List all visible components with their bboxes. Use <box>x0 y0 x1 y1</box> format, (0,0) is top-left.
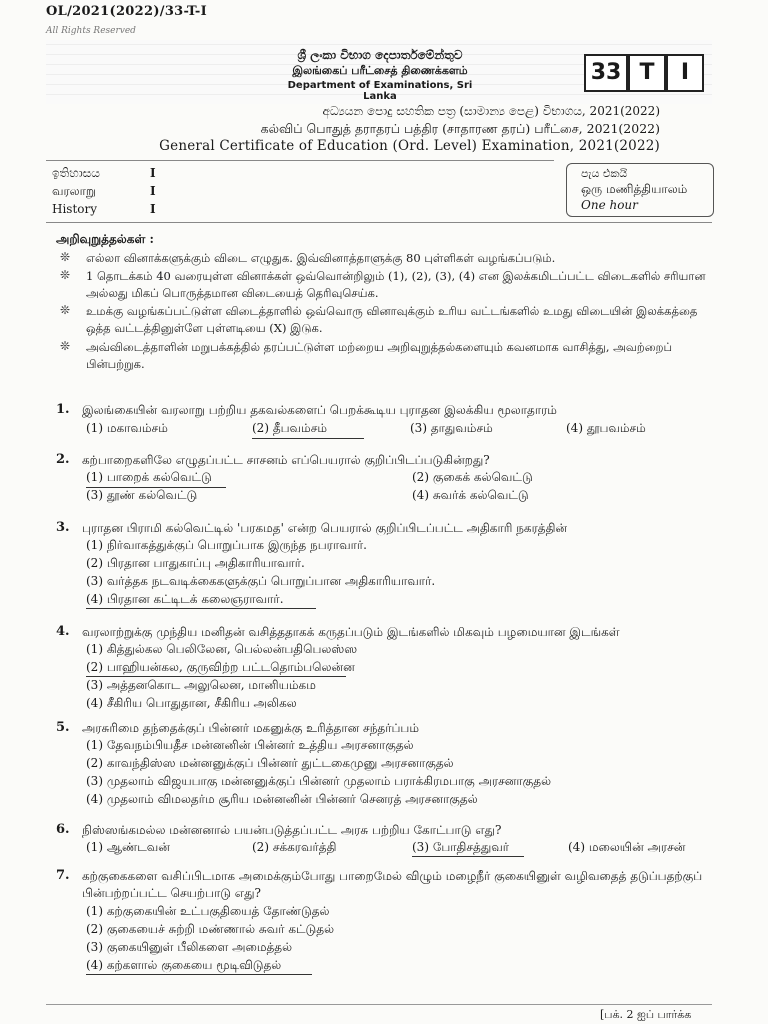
exam-title-block <box>46 104 712 156</box>
department-name-tamil: இலங்கைப் பரீட்சைத் திணைக்களம் <box>292 64 468 77</box>
question-stem: இலங்கையின் வரலாறு பற்றிய தகவல்களைப் பெறக்கூடிய புராதன இலக்கிய மூலாதாரம் <box>82 403 557 417</box>
answer-option: (2) காவந்திஸ்ஸ மன்னனுக்குப் பின்னர் துட்டகைமுனு அரசனாகுதல் <box>86 756 454 770</box>
instructions-heading: அறிவுறுத்தல்கள் : <box>56 232 154 246</box>
subject-paper-number: I <box>150 166 156 180</box>
answer-option: (4) கற்களால் குகையை மூடிவிடுதல் <box>86 958 282 972</box>
exam-title-tamil: கல்விப் பொதுத் தராதரப் பத்திர (சாதாரண தரப்) பரீட்சை, 2021(2022) <box>260 121 660 136</box>
answer-option: (3) குகையினுள் பீலிகளை அமைத்தல் <box>86 940 293 954</box>
duration-english: One hour <box>581 198 638 212</box>
question-number: 4. <box>56 624 70 639</box>
answer-option: (1) மகாவம்சம் <box>86 421 168 435</box>
subject-rule <box>46 160 554 161</box>
instructions-rule <box>46 222 712 223</box>
question-number: 1. <box>56 402 70 417</box>
question-stem: கற்குகைகளை வசிப்பிடமாக அமைக்கும்போது பாறைமேல் விழும் மழைநீர் குகையினுள் வழிவதைத் தடுப்பதற்குப் பின்பற்றப்பட்ட செயற்பாடு எது? <box>82 869 703 900</box>
question-stem: கற்பாறைகளிலே எழுதப்பட்ட சாசனம் எப்பெயரால் குறிப்பிடப்படுகின்றது? <box>82 453 490 467</box>
question-number: 5. <box>56 720 70 735</box>
paper-code-box: I <box>666 54 704 92</box>
question-number: 7. <box>56 868 70 883</box>
duration-sinhala: පැය එකයි <box>581 167 628 180</box>
footer-rule <box>46 1004 712 1005</box>
subject-paper-number: I <box>150 184 156 198</box>
department-name-english: Department of Examinations, Sri Lanka <box>287 80 473 102</box>
subject-paper-number: I <box>150 202 156 216</box>
question-number: 3. <box>56 520 70 535</box>
subject-code-box: 33 <box>584 54 628 92</box>
pen-underline-mark <box>86 608 316 609</box>
answer-option: (2) தீபவம்சம் <box>252 421 327 435</box>
answer-option: (2) குகைக் கல்வெட்டு <box>412 470 533 484</box>
answer-option: (3) முதலாம் விஜயபாகு மன்னனுக்குப் பின்னர் முதலாம் பராக்கிரமபாகு அரசனாகுதல் <box>86 774 552 788</box>
pen-underline-mark <box>252 438 364 439</box>
paper-code: OL/2021(2022)/33-T-I <box>46 4 207 19</box>
answer-option: (1) கற்குகையின் உட்பகுதியைத் தோண்டுதல் <box>86 904 330 918</box>
answer-option: (2) பாஹியன்கல, குருவிற்ற பட்டதொம்பலென்ன <box>86 660 355 674</box>
question-stem: நிஸ்ஸங்கமல்ல மன்னனால் பயன்படுத்தப்பட்ட அரசு பற்றிய கோட்பாடு எது? <box>82 823 502 837</box>
answer-option: (4) மலையின் அரசன் <box>568 840 686 854</box>
instruction-item: அவ்விடைத்தாளின் மறுபக்கத்தில் தரப்பட்டுள்ள மற்றைய அறிவுறுத்தல்களையும் கவனமாக வாசித்து, அவற்றைப் பின்பற்றுக. <box>86 340 673 371</box>
answer-option: (4) தூபவம்சம் <box>566 421 646 435</box>
pen-underline-mark <box>86 676 346 677</box>
answer-option: (4) பிரதான கட்டிடக் கலைஞராவார். <box>86 592 284 606</box>
department-name-sinhala: ශ්‍රී ලංකා විභාග දෙපාර්තමේන්තුව <box>297 48 463 62</box>
answer-option: (4) சீகிரிய பொதுதான, சீகிரிய அலிகல <box>86 696 297 710</box>
answer-option: (3) போதிசத்துவர் <box>412 840 509 854</box>
answer-option: (1) தேவநம்பியதீச மன்னனின் பின்னர் உத்திய அரசனாகுதல் <box>86 738 414 752</box>
answer-option: (3) அத்தனகொட அலுலென, மானியம்கம <box>86 678 316 692</box>
exam-title-english: General Certificate of Education (Ord. Level) Examination, 2021(2022) <box>159 138 660 154</box>
question-stem: புராதன பிராமி கல்வெட்டில் 'பரகமத' என்ற பெயரால் குறிப்பிடப்பட்ட அதிகாரி நகரத்தின் <box>82 521 568 535</box>
subject-name-tamil: வரலாறு <box>52 184 96 198</box>
answer-option: (4) சுவர்க் கல்வெட்டு <box>412 488 529 502</box>
instruction-item: எல்லா வினாக்களுக்கும் விடை எழுதுக. இவ்வினாத்தாளுக்கு 80 புள்ளிகள் வழங்கப்படும். <box>86 251 556 265</box>
page-turn-note: [பக். 2 ஐப் பார்க்க <box>600 1008 692 1021</box>
instruction-bullet-icon: ❊ <box>60 303 71 317</box>
answer-option: (2) பிரதான பாதுகாப்பு அதிகாரியாவார். <box>86 556 305 570</box>
duration-box <box>566 163 714 217</box>
question-number: 6. <box>56 822 70 837</box>
rights-notice: All Rights Reserved <box>46 26 136 36</box>
medium-code-box: T <box>628 54 666 92</box>
exam-title-sinhala: අධ්‍යයන පොදු සහතික පත්‍ර (සාමාන්‍ය පෙළ) විභාගය, 2021(2022) <box>322 104 660 118</box>
answer-option: (1) கித்துல்கல பெலிலேன, பெல்லன்பதிபெலஸ்ஸ <box>86 642 358 656</box>
answer-option: (1) நிர்வாகத்துக்குப் பொறுப்பாக இருந்த நபராவார். <box>86 538 367 552</box>
instruction-bullet-icon: ❊ <box>60 268 71 282</box>
answer-option: (3) வர்த்தக நடவடிக்கைகளுக்குப் பொறுப்பான அதிகாரியாவார். <box>86 574 436 588</box>
question-number: 2. <box>56 452 70 467</box>
answer-option: (4) முதலாம் விமலதர்ம சூரிய மன்னனின் பின்னர் செனரத் அரசனாகுதல் <box>86 792 478 806</box>
instruction-item: உமக்கு வழங்கப்பட்டுள்ள விடைத்தாளில் ஒவ்வொரு வினாவுக்கும் உரிய வட்டங்களில் உமது விடையின் இலக்கத்தை ஒத்த வட்டத்தினுள்ளே புள்ளடியை (X) இடுக. <box>86 304 698 335</box>
subject-name-sinhala: ඉතිහාසය <box>52 166 100 180</box>
instruction-bullet-icon: ❊ <box>60 250 71 264</box>
question-stem: அரசுரிமை தந்தைக்குப் பின்னர் மகனுக்கு உரித்தான சந்தர்ப்பம் <box>82 721 419 735</box>
answer-option: (1) பாறைக் கல்வெட்டு <box>86 470 212 484</box>
instruction-item: 1 தொடக்கம் 40 வரையுள்ள வினாக்கள் ஒவ்வொன்றிலும் (1), (2), (3), (4) என இலக்கமிடப்பட்ட விடைகளில் சரியான அல்லது மிகப் பொருத்தமான விடையைத் தெரிவுசெய்க. <box>86 269 706 300</box>
answer-option: (3) தாதுவம்சம் <box>410 421 493 435</box>
question-stem: வரலாற்றுக்கு முந்திய மனிதன் வசித்ததாகக் கருதப்படும் இடங்களில் மிகவும் பழமையான இடங்கள் <box>82 625 620 639</box>
pen-underline-mark <box>86 974 312 975</box>
answer-option: (2) சக்கரவர்த்தி <box>252 840 337 854</box>
subject-name-english: History <box>52 202 98 216</box>
instruction-bullet-icon: ❊ <box>60 339 71 353</box>
answer-option: (3) தூண் கல்வெட்டு <box>86 488 198 502</box>
answer-option: (2) குகையைச் சுற்றி மண்ணால் சுவர் கட்டுதல் <box>86 922 335 936</box>
answer-option: (1) ஆண்டவன் <box>86 840 170 854</box>
duration-tamil: ஒரு மணித்தியாலம் <box>581 182 688 196</box>
pen-underline-mark <box>412 856 524 857</box>
